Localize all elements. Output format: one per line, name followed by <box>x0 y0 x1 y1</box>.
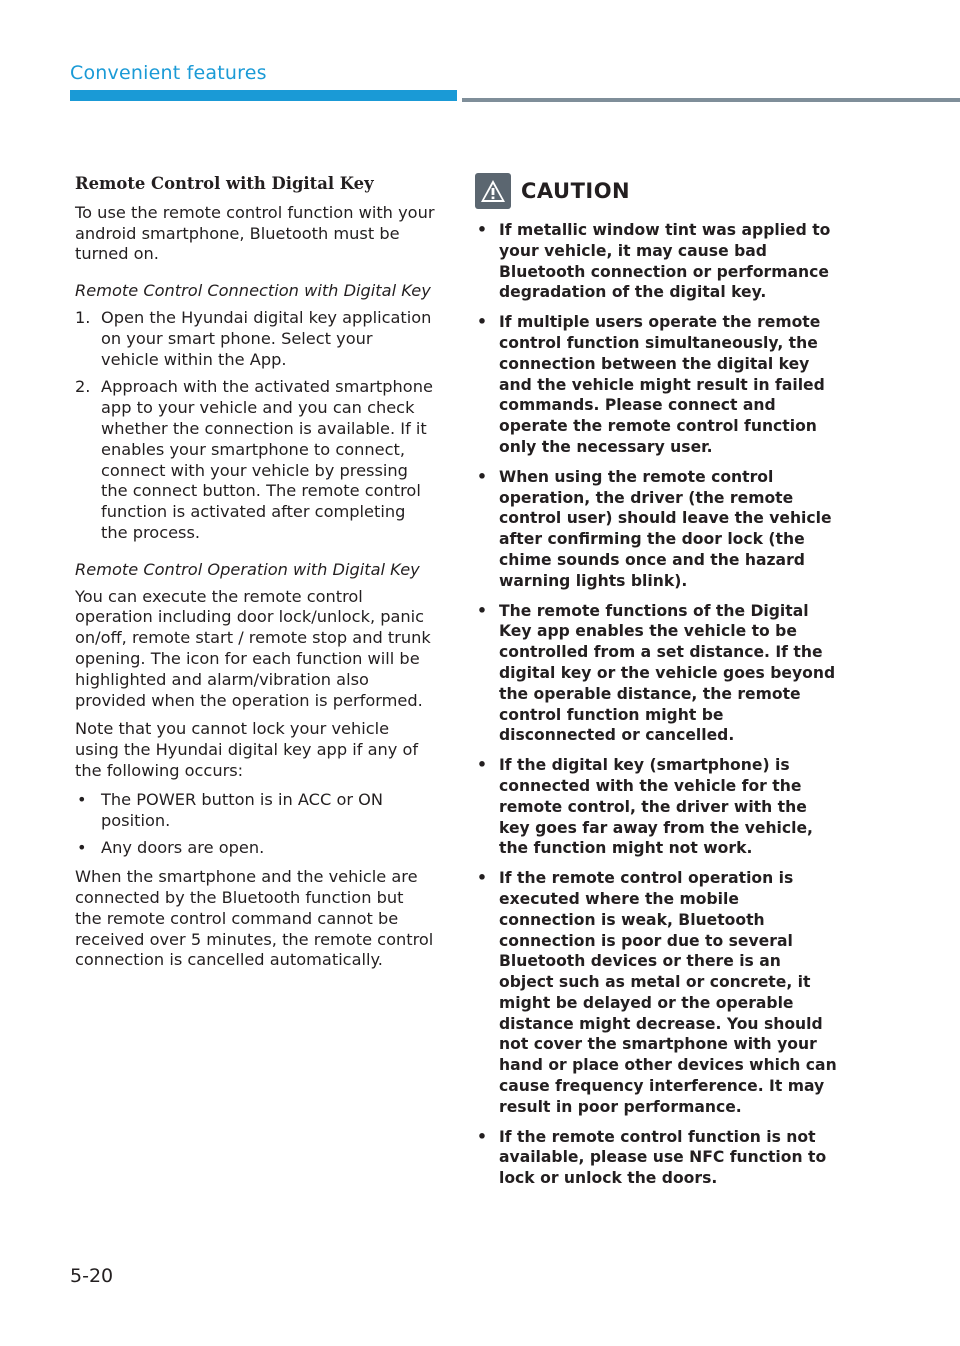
list-item <box>475 312 837 458</box>
bullet-dot-icon: • <box>477 756 487 775</box>
list-item <box>475 467 837 592</box>
caution-text: If multiple users operate the remote control function simultaneously, the connection between the digital key and the vehicle might result in failed commands. Please connect and operate the remote control function only the necessary user. <box>499 313 825 456</box>
operation-paragraph: You can execute the remote control operation including door lock/unlock, panic on/off, remote start / remote stop and trunk opening. The icon for each function will be highlighted and alarm/vibration also provided when the operation is performed. <box>75 586 431 710</box>
caution-label: CAUTION <box>521 179 631 203</box>
caution-text: If the remote control function is not available, please use NFC function to lock or unlock the doors. <box>499 1127 827 1188</box>
list-item <box>475 868 837 1118</box>
connection-heading: Remote Control Connection with Digital Key <box>75 281 431 301</box>
condition-text: The POWER button is in ACC or ON position. <box>101 789 383 830</box>
caution-header <box>475 172 837 210</box>
step-text: Open the Hyundai digital key application on your smart phone. Select your vehicle within the App. <box>101 307 432 369</box>
caution-box <box>475 172 837 1198</box>
intro-paragraph: To use the remote control function with your android smartphone, Bluetooth must be turned on. <box>75 202 435 264</box>
warning-triangle-icon <box>475 173 511 209</box>
bullet-dot-icon: • <box>77 838 87 858</box>
operation-heading: Remote Control Operation with Digital Key <box>75 559 420 579</box>
page-number: 5-20 <box>70 1265 114 1287</box>
header-rule-blue <box>70 90 457 101</box>
list-item <box>475 601 837 747</box>
caution-text: The remote functions of the Digital Key app enables the vehicle to be controlled from a set distance. If the digital key or the vehicle goes beyond the operable distance, the remote control function might be disconnected or cancelled. <box>499 601 836 745</box>
left-column <box>75 170 435 987</box>
section-header-title: Convenient features <box>70 62 267 84</box>
bullet-dot-icon: • <box>477 467 487 486</box>
list-item <box>75 838 435 859</box>
step-number: 1. <box>75 307 91 327</box>
step-number: 2. <box>75 377 91 397</box>
caution-text: If the digital key (smartphone) is connected with the vehicle for the remote control, the driver with the key goes far away from the vehicle, the function might not work. <box>499 756 813 858</box>
list-item <box>475 755 837 859</box>
bullet-dot-icon: • <box>477 313 487 332</box>
bullet-dot-icon: • <box>477 601 487 620</box>
bullet-dot-icon: • <box>477 221 487 239</box>
caution-text: When using the remote control operation, the driver (the remote control user) should leave the vehicle after confirming the door lock (the chime sounds once and the hazard warning lights blink). <box>499 467 832 590</box>
step-text: Approach with the activated smartphone app to your vehicle and you can check whether the connection is available. If it enables your smartphone to connect, connect with your vehicle by pressing the connect button. The remote control function is activated after completing the process. <box>101 377 433 542</box>
header-rule-gray <box>462 98 960 102</box>
connection-steps <box>75 308 435 544</box>
list-item <box>475 1127 837 1189</box>
section-title: Remote Control with Digital Key <box>75 174 374 193</box>
caution-list <box>475 220 837 1189</box>
note-paragraph: Note that you cannot lock your vehicle using the Hyundai digital key app if any of the following occurs: <box>75 719 419 780</box>
list-item <box>75 377 435 543</box>
list-item <box>475 220 837 303</box>
bullet-dot-icon: • <box>477 1127 487 1146</box>
list-item <box>75 790 435 832</box>
bullet-dot-icon: • <box>77 789 87 809</box>
bullet-dot-icon: • <box>477 869 487 888</box>
list-item <box>75 308 435 370</box>
caution-text: If the remote control operation is executed where the mobile connection is weak, Bluetooth connection is poor due to several Bluetooth devices or there is an object such as metal or concrete, it might be delayed or the operable distance might decrease. You should not cover the smartphone with your hand or place other devices which can cause frequency interference. It may result in poor performance. <box>499 869 837 1116</box>
bluetooth-paragraph: When the smartphone and the vehicle are connected by the Bluetooth function but the remote control command cannot be received over 5 minutes, the remote control connection is cancelled automatically. <box>75 867 434 970</box>
condition-text: Any doors are open. <box>101 838 265 858</box>
conditions-list <box>75 790 435 859</box>
caution-text: If metallic window tint was applied to your vehicle, it may cause bad Bluetooth connection or performance degradation of the digital key. <box>499 221 831 302</box>
